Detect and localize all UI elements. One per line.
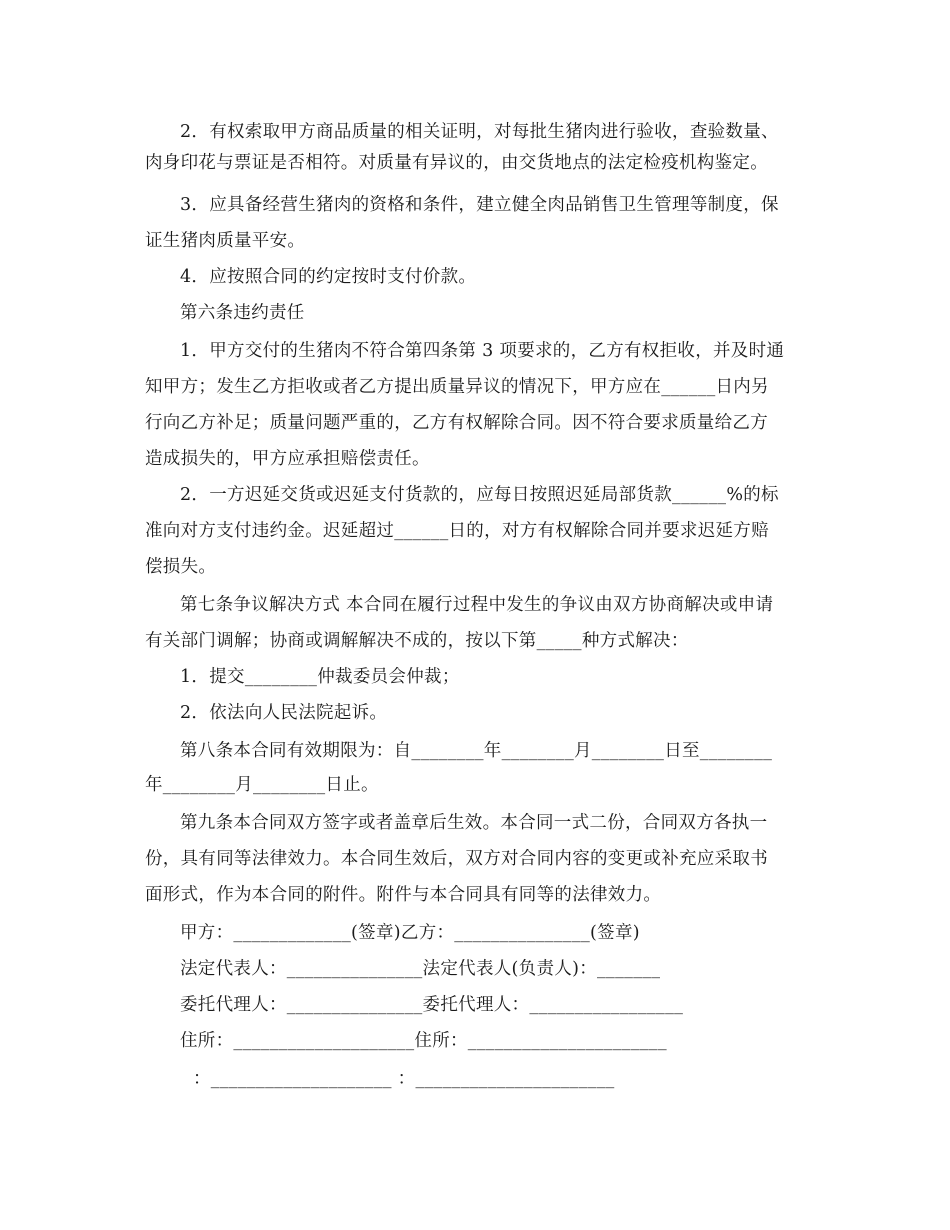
- signature-line-party: 甲方：_____________(签章)乙方：_______________(签章): [180, 923, 640, 943]
- paragraph-line: 面形式，作为本合同的附件。附件与本合同具有同等的法律效力。: [145, 885, 662, 905]
- paragraph-line: 3．应具备经营生猪肉的资格和条件，建立健全肉品销售卫生管理等制度，保: [180, 195, 779, 215]
- section-heading: 第七条争议解决方式 本合同在履行过程中发生的争议由双方协商解决或申请: [180, 595, 774, 615]
- paragraph-line: 知甲方；发生乙方拒收或者乙方提出质量异议的情况下，甲方应在______日内另: [145, 377, 769, 397]
- section-heading: 第六条违约责任: [180, 303, 305, 323]
- paragraph-line: 造成损失的，甲方应承担赔偿责任。: [145, 449, 430, 469]
- paragraph-line: 4．应按照合同的约定按时支付价款。: [180, 267, 477, 287]
- paragraph-line: 2．一方迟延交货或迟延支付货款的，应每日按照迟延局部货款______%的标: [180, 485, 779, 505]
- section-heading: 第九条本合同双方签字或者盖章后生效。本合同一式二份，合同双方各执一: [180, 813, 768, 833]
- signature-line-agent: 委托代理人：_______________委托代理人：_________________: [180, 995, 684, 1015]
- paragraph-line: 1．甲方交付的生猪肉不符合第四条第 3 项要求的，乙方有权拒收，并及时通: [180, 341, 785, 361]
- signature-line-address: 住所：____________________住所：______________________: [180, 1031, 667, 1051]
- paragraph-line: 1．提交________仲裁委员会仲裁；: [180, 667, 460, 687]
- paragraph-line: 年________月________日止。: [145, 775, 379, 795]
- paragraph-line: 有关部门调解；协商或调解解决不成的，按以下第_____种方式解决：: [145, 631, 689, 651]
- paragraph-line: 证生猪肉质量平安。: [145, 231, 306, 251]
- paragraph-line: 肉身印花与票证是否相符。对质量有异议的，由交货地点的法定检疫机构鉴定。: [145, 153, 768, 173]
- paragraph-line: 2．有权索取甲方商品质量的相关证明，对每批生猪肉进行验收，查验数量、: [180, 122, 779, 142]
- section-heading: 第八条本合同有效期限为：自________年________月________日至________: [180, 741, 773, 761]
- paragraph-line: 偿损失。: [145, 557, 217, 577]
- paragraph-line: 2．依法向人民法院起诉。: [180, 703, 388, 723]
- paragraph-line: 行向乙方补足；质量问题严重的，乙方有权解除合同。因不符合要求质量给乙方: [145, 413, 768, 433]
- signature-line-legal-rep: 法定代表人：_______________法定代表人(负责人)：_______: [180, 959, 661, 979]
- paragraph-line: 份，具有同等法律效力。本合同生效后，双方对合同内容的变更或补充应采取书: [145, 849, 768, 869]
- signature-line-blank: ：____________________ ：______________________: [193, 1069, 615, 1089]
- paragraph-line: 准向对方支付违约金。迟延超过______日的，对方有权解除合同并要求迟延方赔: [145, 521, 769, 541]
